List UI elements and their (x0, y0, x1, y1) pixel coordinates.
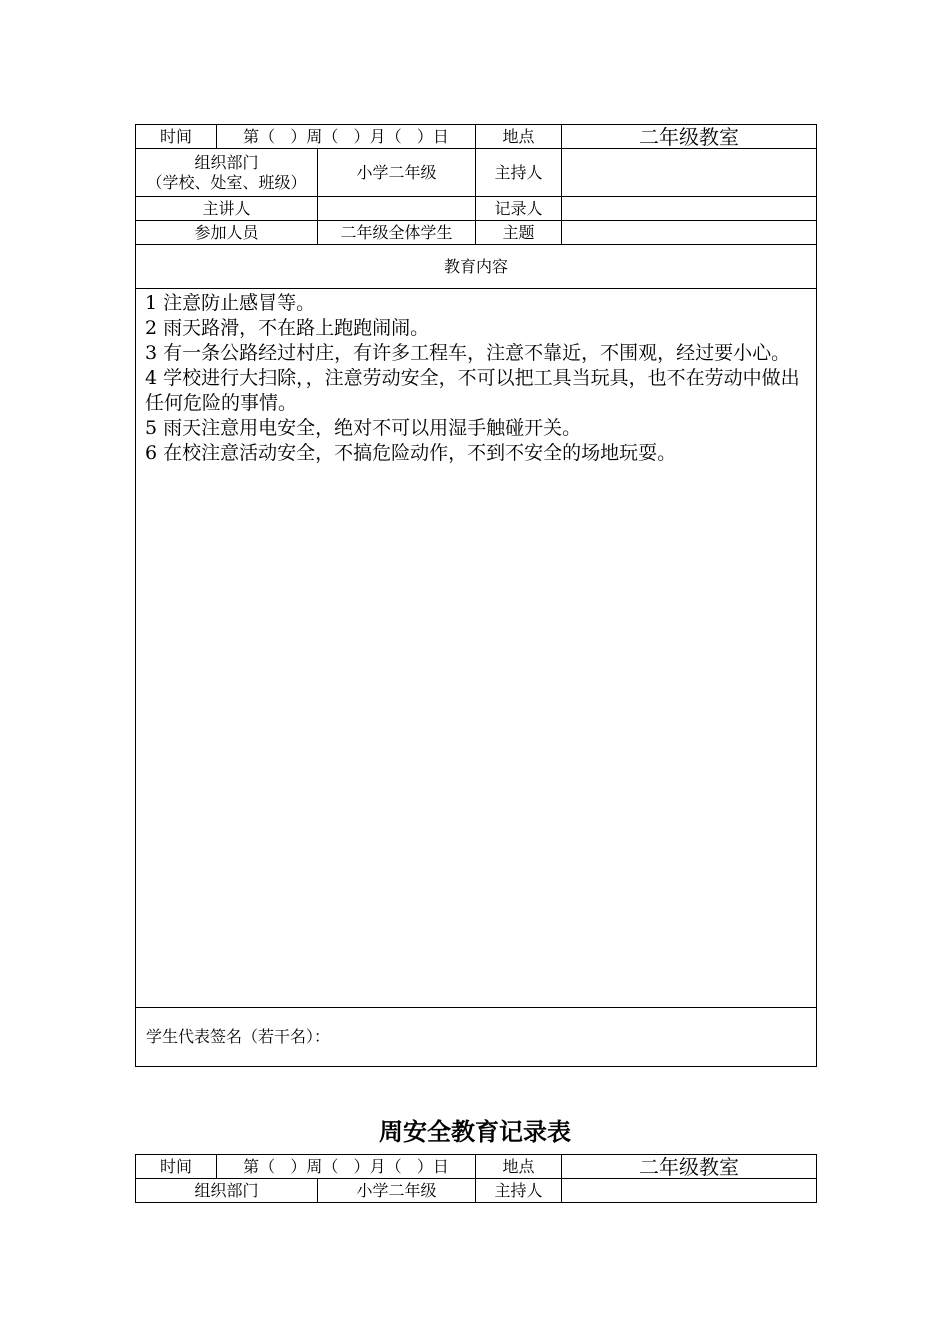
location-label: 地点 (476, 125, 562, 149)
topic-label: 主题 (476, 221, 562, 245)
location-value: 二年级教室 (562, 1155, 817, 1179)
safety-record-table-2 (135, 1154, 817, 1203)
speaker-label: 主讲人 (136, 197, 318, 221)
speaker-value[interactable] (318, 197, 476, 221)
host-value[interactable] (562, 1179, 817, 1203)
host-label: 主持人 (476, 149, 562, 197)
org-label-line1: 组织部门 (194, 152, 259, 172)
time-value: 第（ ）周（ ）月（ ）日 (217, 125, 476, 149)
content-line: 4 学校进行大扫除，，注意劳动安全，不可以把工具当玩具，也不在劳动中做出任何危险的事情。 (145, 367, 800, 414)
org-value: 小学二年级 (318, 149, 476, 197)
content-line: 5 雨天注意用电安全，绝对不可以用湿手触碰开关。 (145, 417, 582, 439)
org-label: 组织部门 (136, 1179, 318, 1203)
org-value: 小学二年级 (318, 1179, 476, 1203)
content-line: 3 有一条公路经过村庄，有许多工程车，注意不靠近，不围观，经过要小心。 (145, 342, 791, 364)
content-line: 6 在校注意活动安全，不搞危险动作，不到不安全的场地玩耍。 (145, 442, 677, 464)
content-body (136, 289, 817, 1008)
host-label: 主持人 (476, 1179, 562, 1203)
record-title: 周安全教育记录表 (379, 1117, 571, 1146)
participants-value: 二年级全体学生 (318, 221, 476, 245)
content-line: 1 注意防止感冒等。 (145, 292, 316, 314)
recorder-label: 记录人 (476, 197, 562, 221)
recorder-value[interactable] (562, 197, 817, 221)
location-value: 二年级教室 (562, 125, 817, 149)
time-label: 时间 (136, 1155, 217, 1179)
safety-record-table-1 (135, 124, 817, 1067)
org-label-line2: （学校、处室、班级） (146, 172, 307, 192)
org-label (136, 149, 318, 197)
host-value[interactable] (562, 149, 817, 197)
signature-field[interactable]: 学生代表签名（若干名）： (136, 1008, 817, 1067)
location-label: 地点 (476, 1155, 562, 1179)
participants-label: 参加人员 (136, 221, 318, 245)
topic-value[interactable] (562, 221, 817, 245)
content-header: 教育内容 (136, 245, 817, 289)
time-label: 时间 (136, 125, 217, 149)
time-value: 第（ ）周（ ）月（ ）日 (217, 1155, 476, 1179)
content-line: 2 雨天路滑，不在路上跑跑闹闹。 (145, 317, 430, 339)
